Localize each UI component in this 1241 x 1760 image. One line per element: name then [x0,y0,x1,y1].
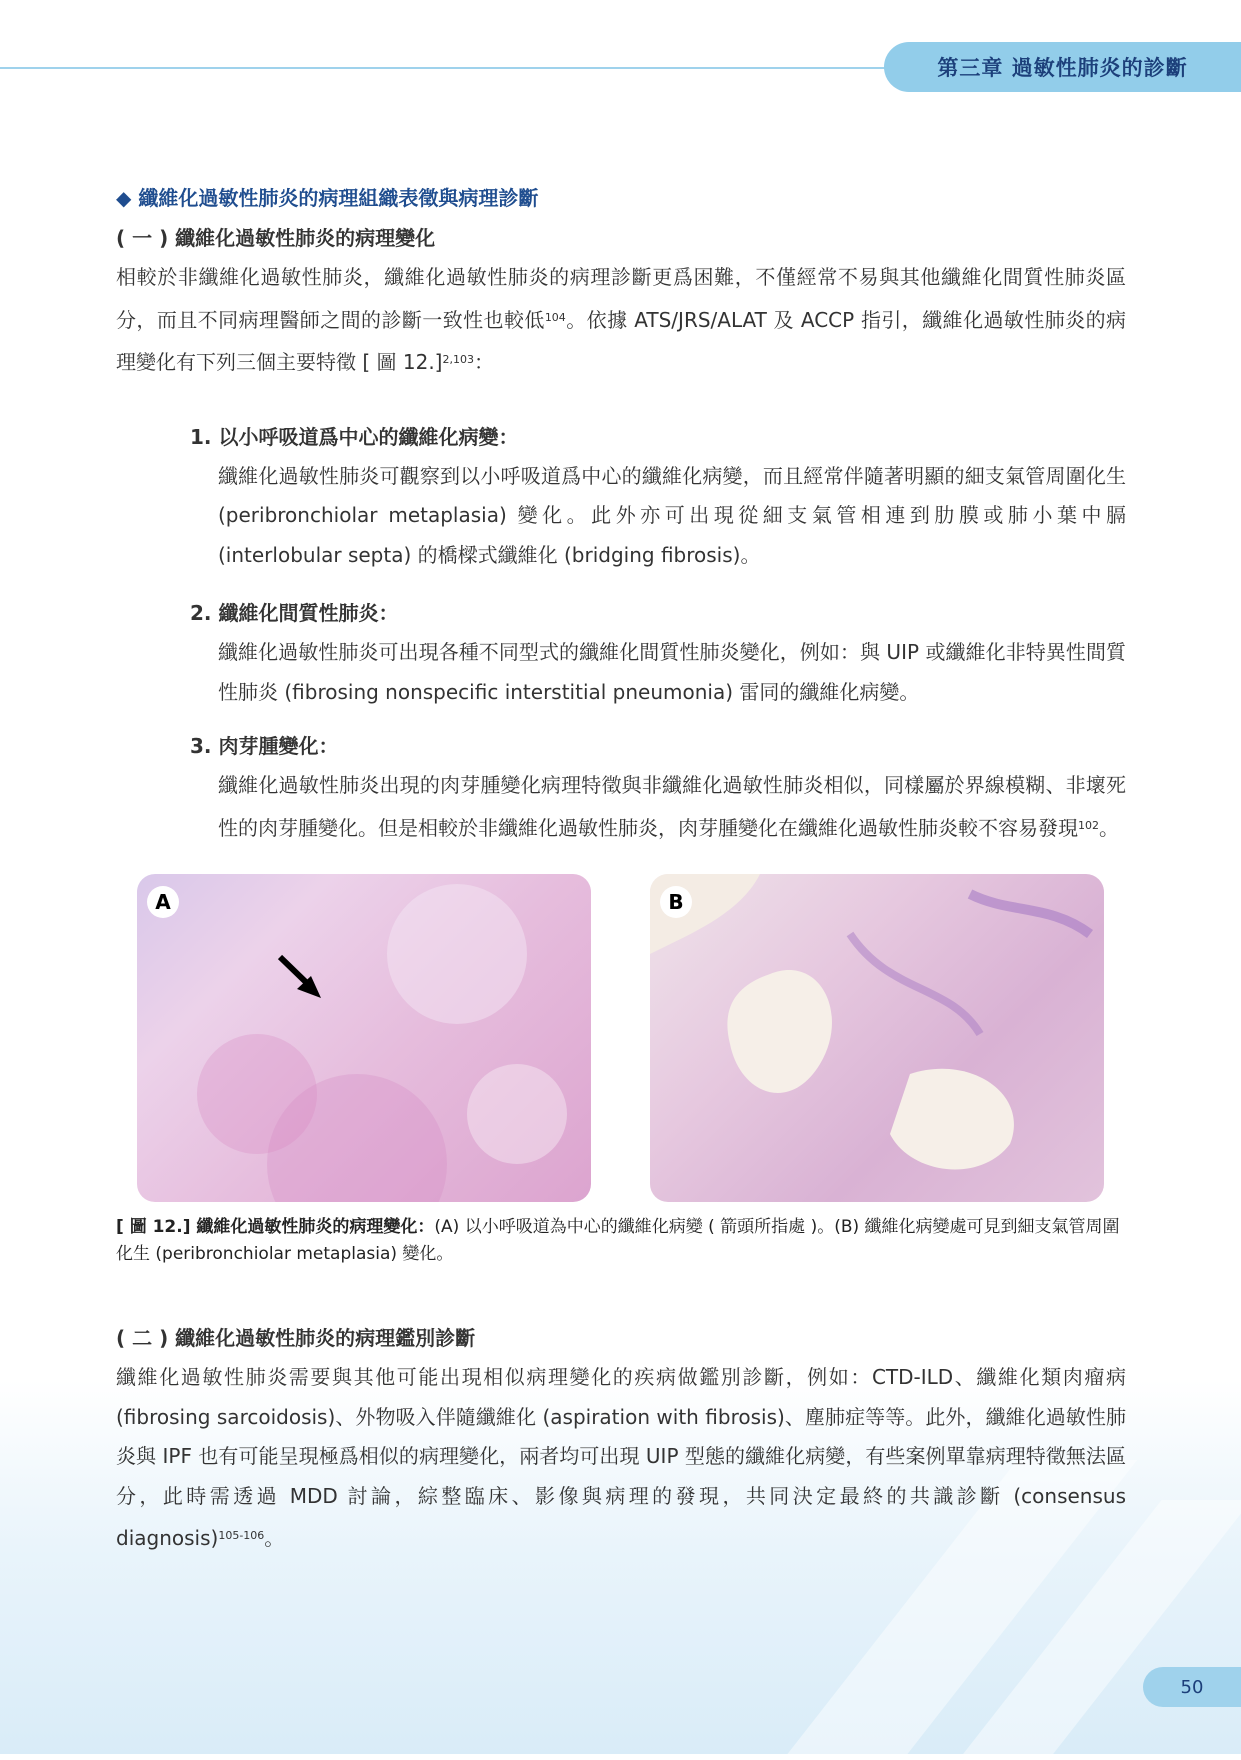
citation: 104 [544,310,566,324]
figure-caption: [ 圖 12.] 纖維化過敏性肺炎的病理變化：(A) 以小呼吸道為中心的纖維化病變 ( 箭頭所指處 )。(B) 纖維化病變處可見到細支氣管周圍化生 (peribronchiolar metaplasia) 變化。 [116,1217,1120,1264]
main-content [116,178,1126,1559]
paragraph-intro: 相較於非纖維化過敏性肺炎，纖維化過敏性肺炎的病理診斷更爲困難，不僅經常不易與其他纖維化間質性肺炎區分，而且不同病理醫師之間的診斷一致性也較低$^{104}$。依據 ATS/JRS/ALAT 及 ACCP 指引，纖維化過敏性肺炎的病理變化有下列三個主要特徵 [ 圖 12.]$^{2,103}$： [116,265,1127,374]
header-rule [0,67,900,69]
list-item-body: 纖維化過敏性肺炎可出現各種不同型式的纖維化間質性肺炎變化，例如：與 UIP 或纖維化非特異性間質性肺炎 (fibrosing nonspecific interstitial pneumonia) 雷同的纖維化病變。 [218,640,1126,704]
subsection-title-2: ( 二 ) 纖維化過敏性肺炎的病理鑑別診斷 [116,1326,476,1350]
histology-image-b [650,874,1104,1202]
list-item-heading: 2. 纖維化間質性肺炎： [190,601,399,625]
panel-label-b: B [660,886,692,918]
list-item-heading: 1. 以小呼吸道爲中心的纖維化病變： [190,424,519,449]
list-item [190,593,1126,712]
chapter-title-tab [884,42,1241,92]
citation: 105-106 [218,1529,265,1542]
citation: 102 [1078,818,1099,832]
histology-image-a [137,874,591,1202]
list-item [190,417,1126,576]
page-number: 50 [1143,1667,1241,1707]
section-title: ◆ 纖維化過敏性肺炎的病理組織表徵與病理診斷 [116,186,539,210]
subsection-title-1: ( 一 ) 纖維化過敏性肺炎的病理變化 [116,226,436,250]
list-item [190,726,1126,848]
arrow-icon [280,957,321,998]
list-item-body: 纖維化過敏性肺炎可觀察到以小呼吸道爲中心的纖維化病變，而且經常伴隨著明顯的細支氣管周圍化生 (peribronchiolar metaplasia) 變化。此外亦可出現從細支氣管相連到肋膜或肺小葉中膈 (interlobular septa) 的橋樑式纖維化 (bridging fibrosis)。 [218,463,1126,567]
chapter-title: 第三章 過敏性肺炎的診斷 [937,56,1188,80]
citation: 2,103 [442,353,474,366]
list-item-heading: 3. 肉芽腫變化： [190,734,339,758]
paragraph-differential: 纖維化過敏性肺炎需要與其他可能出現相似病理變化的疾病做鑑別診斷，例如：CTD-ILD、纖維化類肉瘤病 (fibrosing sarcoidosis)、外物吸入伴隨纖維化 (aspiration with fibrosis)、塵肺症等等。此外，纖維化過敏性肺炎與 IPF 也有可能呈現極爲相似的病理變化，兩者均可出現 UIP 型態的纖維化病變，有些案例單靠病理特徵無法區分，此時需透過 MDD 討論，綜整臨床、影像與病理的發現，共同決定最終的共識診斷 (consensus diagnosis)$^{105-106}$。 [116,1365,1126,1550]
figure-panels [116,874,1126,1214]
panel-label-a: A [147,886,179,918]
list-item-body: 纖維化過敏性肺炎出現的肉芽腫變化病理特徵與非纖維化過敏性肺炎相似，同樣屬於界線模糊、非壞死性的肉芽腫變化。但是相較於非纖維化過敏性肺炎，肉芽腫變化在纖維化過敏性肺炎較不容易發現$^{102}$。 [218,773,1126,840]
